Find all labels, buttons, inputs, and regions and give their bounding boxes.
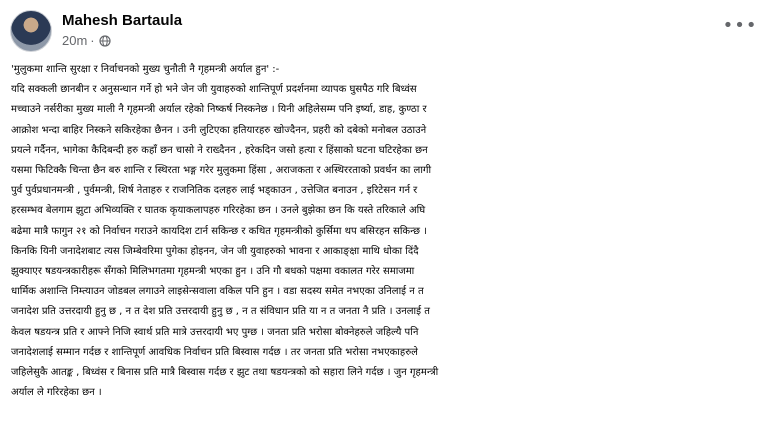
post-timestamp[interactable]: 20m: [62, 33, 88, 48]
post-line: अर्याल ले गरिरहेका छन ।: [11, 387, 102, 399]
post-line: जनादेश प्रति उत्तरदायी हुनु छ , न त देश प्रति उत्तरदायी हुनु छ , न त संविधान प्रति या न त जनता नै प्रति । उनलाई त: [11, 306, 430, 318]
post-line: किनकि यिनी जनादेशबाट त्यस जिम्बेवरिमा पुगेका होइनन, जेन जी युवाहरुको भावना र आकाङ्क्षा माथि धोका दिंदै: [11, 245, 419, 257]
post-line: जनादेशलाई सम्मान गर्दछ र शान्तिपूर्ण आवधिक निर्वाचन प्रति बिस्वास गर्दछ । तर जनता प्रति भरोसा नभएकाहरुले: [11, 346, 418, 358]
avatar[interactable]: [10, 10, 52, 52]
post-line: धार्मिक अशान्ति निम्त्याउन जोडबल लगाउने लाइसेन्सवाला वकिल पनि हुन । वडा सदस्य समेत नभएका उनिलाई न त: [11, 286, 424, 298]
post-meta: [62, 33, 111, 48]
post-line: केवल षडयन्त्र प्रति र आफ्ने निजि स्वार्थ प्रति मात्रे उत्तरदायी भए पुग्छ । जनता प्रति भरोसा बोक्नेहरुले जहिल्यै पनि: [11, 326, 419, 338]
post-text: [11, 60, 759, 403]
post-line: जहिलेसुकै आतङ्क , बिध्वंस र बिनास प्रति मात्रै बिस्वास गर्दछ र झुट तथा षडयन्त्रको को सहारा लिने गर्दछ । जुन गृहमन्त्री: [11, 367, 439, 379]
post-line: प्रयत्ने गर्दैनन, भागेका कैदिबन्दी हरु कहाँ छन चासो ने राख्दैनन , हरेकदिन जसो हत्या र हिंसाको घटना घटिरहेका छन: [11, 144, 428, 156]
post-line: आक्रोश भन्दा बाहिर निस्कने सकिरहेका छैनन । उनी लुटिएका हतियारहरु खोज्दैनन, प्रहरी को दबेको मनोबल उठाउने: [11, 124, 427, 136]
post-line: हरसम्भव बेलगाम झुटा अभिव्यक्ति र घातक कृयाकलापहरु गरिरहेका छन । उनले बुझेका छन कि यस्ते तरिकाले अघि: [11, 205, 426, 217]
post-line: 'मुलुकमा शान्ति सुरक्षा र निर्वाचनको मुख्य चुनौती नै गृहमन्त्री अर्याल हुन' :-: [11, 64, 280, 75]
meta-separator: ·: [90, 33, 95, 48]
post-line: यदि सक्कली छानबीन र अनुसन्धान गर्ने हो भने जेन जी युवाहरुको शान्तिपूर्ण प्रदर्शनमा व्यापक घुसपैठ गरि बिध्वंस: [11, 84, 417, 96]
more-options-icon: •••: [722, 15, 758, 36]
post-line: बढेमा मात्रै फागुन २१ को निर्वाचन गराउने कायदिश टार्न सकिन्छ र कथित गृहमन्त्रीको कुर्सिमा थप बसिरहन सकिन्छ ।: [11, 225, 427, 237]
author-name[interactable]: Mahesh Bartaula: [62, 12, 183, 29]
post-header: [10, 6, 758, 54]
bottom-fade: [0, 430, 768, 444]
more-options-button[interactable]: [722, 12, 758, 40]
post-line: पुर्व पुर्वप्रधानमन्त्री , पुर्वमन्त्री, शिर्ष नेताहरु र राजनितिक दलहरु लाई भड्काउन , उत्तेजित बनाउन , इरिटेसन गर्न र: [11, 185, 418, 197]
post-line: यसमा फिटिक्कै चिन्ता छैन बरु शान्ति र स्थिरता भङ्ग गरेर मुलुकमा हिंसा , अराजकता र अस्थिररताको प्रवर्धन का लागी: [11, 165, 432, 177]
post-line: मच्चाउने नर्सरीका मुख्य माली नै गृहमन्त्री अर्याल रहेको निष्कर्ष निस्कनेछ । यिनी अहिलेसम्म पनि इर्ष्या, डाह, कुण्ठा र: [11, 104, 427, 116]
globe-icon[interactable]: [99, 35, 111, 47]
post-line: झुक्याएर षडयन्त्रकारीहरू सँगको मिलिभगतमा गृहमन्त्री भएका हुन । उनि गौ बधको पक्षमा वकालत गरेर समाजमा: [11, 266, 415, 278]
